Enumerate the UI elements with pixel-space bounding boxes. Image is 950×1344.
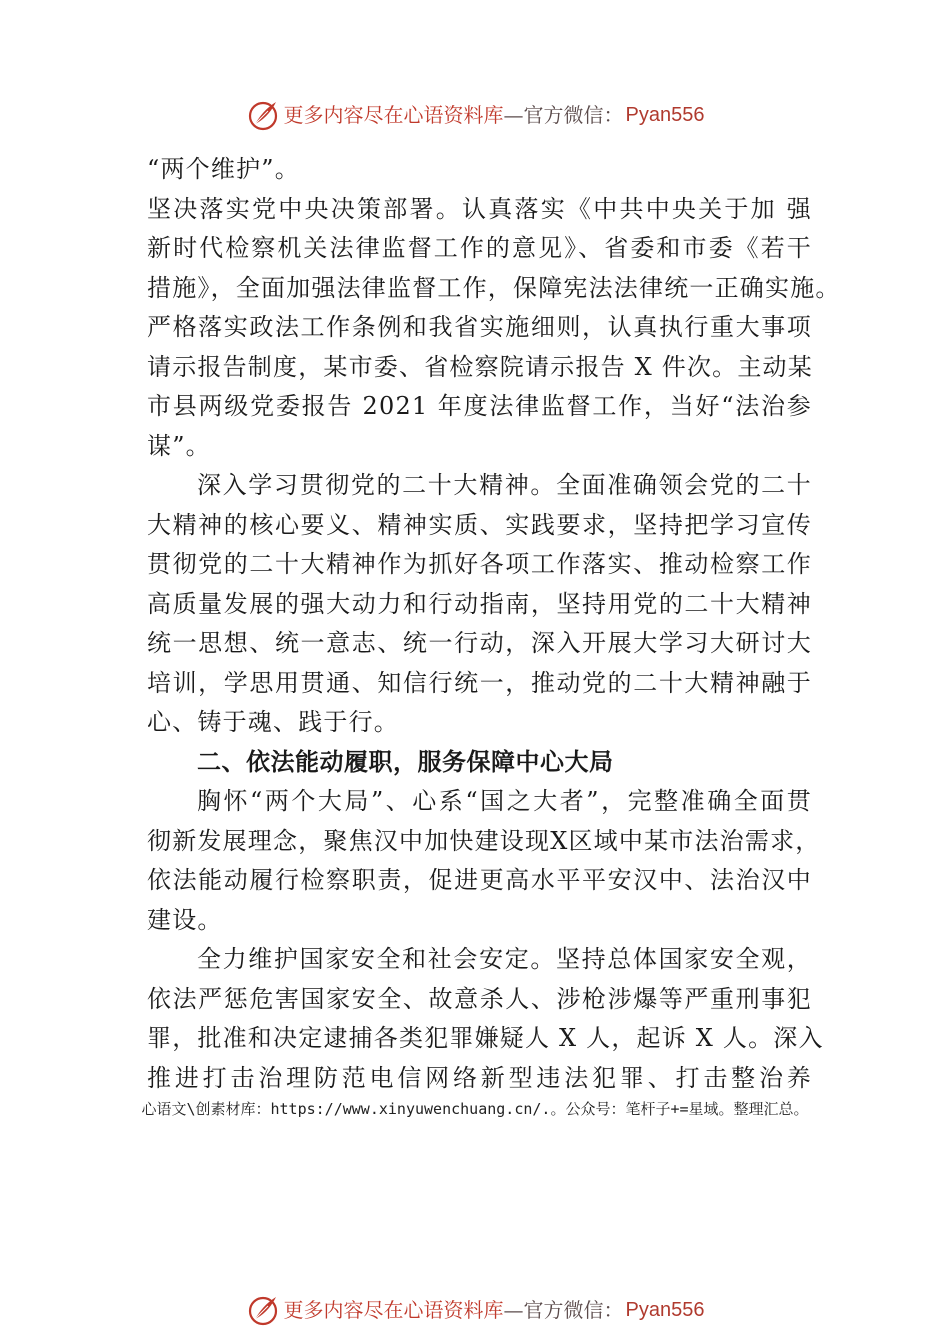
watermark-title: 更多内容尽在心语资料库 (283, 103, 504, 127)
text-line: 措施》，全面加强法律监督工作，保障宪法法律统一正确实施。 (147, 273, 841, 302)
footer-source-note: 心语文\创素材库：https://www.xinyuwenchuang.cn/.。公众号：笔杆子+=星域。整理汇总。 (141, 1100, 809, 1118)
watermark-wechat-id: Pyan556 (625, 1299, 705, 1321)
text-line: 坚决落实党中央决策部署。认真落实《中共中央关于加 强 (147, 194, 812, 223)
text-line: 严格落实政法工作条例和我省实施细则，认真执行重大事项 (147, 313, 812, 341)
text-line: 罪，批准和决定逮捕各类犯罪嫌疑人 X 人，起诉 X 人。深入 (147, 1024, 824, 1052)
watermark-label: —官方微信： (503, 103, 624, 127)
watermark-wechat-id: Pyan556 (625, 104, 705, 126)
section-heading: 二、依法能动履职，服务保障中心大局 (197, 747, 614, 776)
text-line: 请示报告制度，某市委、省检察院请示报告 X 件次。主动某 (147, 352, 813, 381)
text-line: 建设。 (147, 905, 223, 934)
text-line: 培训，学思用贯通、知信行统一，推动党的二十大精神融于 (147, 668, 812, 697)
text-line: 心、铸于魂、践于行。 (147, 708, 399, 736)
text-line: “两个维护”。 (147, 155, 300, 183)
document-body (147, 150, 841, 1098)
text-line: 贯彻党的二十大精神作为抓好各项工作落实、推动检察工作 (147, 550, 812, 578)
feather-logo-icon (246, 1293, 280, 1327)
watermark-header (0, 95, 950, 135)
text-line: 大精神的核心要义、精神实质、实践要求，坚持把学习宣传 (147, 510, 812, 539)
text-line: 谋”。 (147, 431, 211, 460)
feather-logo-icon (246, 98, 280, 132)
text-line: 依法能动履行检察职责，促进更高水平平安汉中、法治汉中 (147, 866, 812, 894)
text-line: 统一思想、统一意志、统一行动，深入开展大学习大研讨大 (147, 629, 812, 657)
watermark-label: —官方微信： (503, 1298, 624, 1322)
text-line: 推进打击治理防范电信网络新型违法犯罪、打击整治养 (147, 1063, 812, 1092)
text-line: 胸怀“两个大局”、心系“国之大者”，完整准确全面贯 (197, 787, 812, 815)
text-line: 新时代检察机关法律监督工作的意见》、省委和市委《若干 (147, 234, 812, 262)
text-line: 深入学习贯彻党的二十大精神。全面准确领会党的二十 (197, 471, 812, 499)
text-line: 全力维护国家安全和社会安定。坚持总体国家安全观， (197, 945, 812, 973)
text-line: 依法严惩危害国家安全、故意杀人、涉枪涉爆等严重刑事犯 (147, 984, 812, 1013)
text-line: 高质量发展的强大动力和行动指南，坚持用党的二十大精神 (147, 589, 812, 618)
text-line: 市县两级党委报告 2021 年度法律监督工作，当好“法治参 (147, 392, 812, 420)
watermark-title: 更多内容尽在心语资料库 (283, 1298, 504, 1322)
watermark-footer (0, 1290, 950, 1330)
text-line: 彻新发展理念，聚焦汉中加快建设现X区域中某市法治需求， (147, 826, 821, 855)
